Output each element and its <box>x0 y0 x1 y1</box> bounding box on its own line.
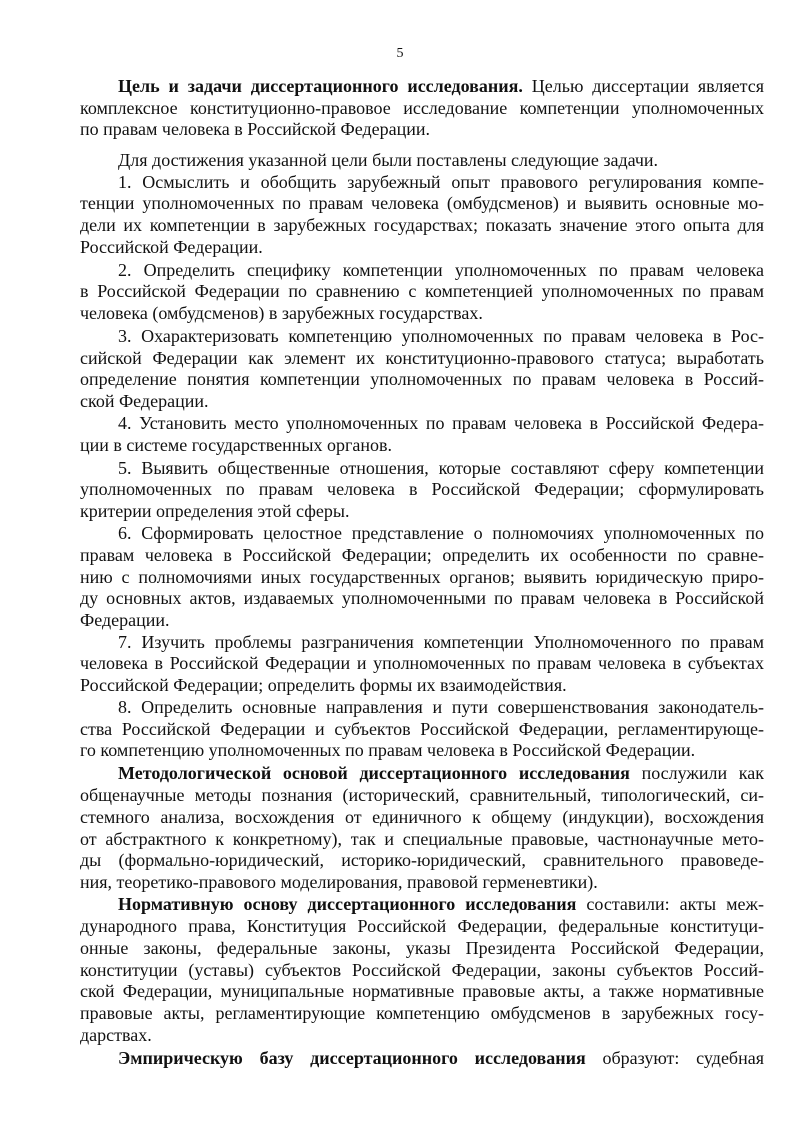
text-line <box>118 412 764 434</box>
line-text: дународного права, Конституция Российской Федерации, федеральные конституци- <box>80 916 764 936</box>
line-text: человека (омбудсменов) в зарубежных государствах. <box>80 303 483 323</box>
line-text: 3. Охарактеризовать компетенцию уполномоченных по правам человека в Рос- <box>118 326 764 346</box>
text-line <box>80 871 764 893</box>
text-line <box>80 566 764 588</box>
text-line <box>80 1002 764 1024</box>
line-text: дарствах. <box>80 1025 152 1045</box>
line-text: Федерации. <box>80 610 170 630</box>
text-line <box>80 718 764 740</box>
text-line <box>80 652 764 674</box>
line-text: ции в системе государственных органов. <box>80 435 392 455</box>
bold-heading: Нормативную основу диссертационного исследования <box>118 894 577 914</box>
text-line <box>118 893 764 915</box>
text-line <box>80 214 764 236</box>
line-text: 1. Осмыслить и обобщить зарубежный опыт правового регулирования компе- <box>118 172 764 192</box>
text-line <box>80 434 764 456</box>
line-text: 7. Изучить проблемы разграничения компетенции Уполномоченного по правам <box>118 632 764 652</box>
line-text: 2. Определить специфику компетенции уполномоченных по правам человека <box>118 260 764 280</box>
line-text: определение понятия компетенции уполномоченных по правам человека в Россий- <box>80 369 764 389</box>
text-line <box>80 368 764 390</box>
text-line <box>80 544 764 566</box>
line-text: 6. Сформировать целостное представление о полномочиях уполномоченных по <box>118 523 764 543</box>
text-line <box>80 347 764 369</box>
text-line <box>80 806 764 828</box>
text-line <box>80 980 764 1002</box>
line-text: ния, теоретико-правового моделирования, правовой герменевтики). <box>80 872 598 892</box>
text-line <box>118 631 764 653</box>
line-text: послужили как <box>629 763 764 783</box>
line-text: от абстрактного к конкретному), так и специальные правовые, частнонаучные мето- <box>80 829 764 849</box>
line-text: человека в Российской Федерации и уполномоченных по правам человека в субъектах <box>80 653 764 673</box>
line-text: по правам человека в Российской Федерации. <box>80 119 430 139</box>
bold-heading: Методологической основой диссертационного исследования <box>118 763 630 783</box>
text-line <box>80 587 764 609</box>
line-text: Целью диссертации является <box>522 76 764 96</box>
text-line <box>80 192 764 214</box>
line-text: уполномоченных по правам человека в Российской Федерации; сформулировать <box>80 479 764 499</box>
line-text: ской Федерации. <box>80 391 209 411</box>
line-text: ду основных актов, издаваемых уполномоченными по правам человека в Российской <box>80 588 764 608</box>
line-text: комплексное конституционно-правовое исследование компетенции уполномоченных <box>80 98 764 118</box>
text-line <box>80 302 764 324</box>
line-text: 8. Определить основные направления и пути совершенствования законодатель- <box>118 697 764 717</box>
text-line <box>118 457 764 479</box>
line-text: 5. Выявить общественные отношения, которые составляют сферу компетенции <box>118 458 764 478</box>
text-line <box>80 609 764 631</box>
text-line <box>118 1047 764 1069</box>
line-text: в Российской Федерации по сравнению с компетенцией уполномоченных по правам <box>80 281 764 301</box>
text-line <box>80 280 764 302</box>
text-line <box>118 696 764 718</box>
line-text: образуют: судебная <box>585 1048 764 1068</box>
bold-heading: Эмпирическую базу диссертационного исследования <box>118 1048 586 1068</box>
line-text: составили: акты меж- <box>576 894 764 914</box>
text-line <box>118 171 764 193</box>
line-text: нию с полномочиями иных государственных органов; выявить юридическую приро- <box>80 567 764 587</box>
line-text: ства Российской Федерации и субъектов Российской Федерации, регламентирующе- <box>80 719 764 739</box>
text-line <box>118 762 764 784</box>
line-text: 4. Установить место уполномоченных по правам человека в Российской Федера- <box>118 413 764 433</box>
line-text: ской Федерации, муниципальные нормативные правовые акты, а также нормативные <box>80 981 764 1001</box>
text-line <box>80 915 764 937</box>
text-line <box>80 959 764 981</box>
text-line <box>80 849 764 871</box>
text-line <box>80 390 764 412</box>
text-line <box>80 784 764 806</box>
line-text: го компетенцию уполномоченных по правам человека в Российской Федерации. <box>80 740 696 760</box>
text-line <box>118 75 764 97</box>
text-line <box>118 325 764 347</box>
bold-heading: Цель и задачи диссертационного исследования. <box>118 76 523 96</box>
line-text: Для достижения указанной цели были поставлены следующие задачи. <box>118 150 659 170</box>
text-line <box>80 478 764 500</box>
line-text: онные законы, федеральные законы, указы Президента Российской Федерации, <box>80 938 764 958</box>
text-line <box>80 500 764 522</box>
line-text: сийской Федерации как элемент их конституционно-правового статуса; выработать <box>80 348 764 368</box>
text-line <box>80 739 764 761</box>
text-line <box>118 259 764 281</box>
line-text: Российской Федерации; определить формы их взаимодействия. <box>80 675 567 695</box>
line-text: правам человека в Российской Федерации; определить их особенности по сравне- <box>80 545 764 565</box>
line-text: общенаучные методы познания (исторический, сравнительный, типологический, си- <box>80 785 764 805</box>
line-text: ды (формально-юридический, историко-юридический, сравнительного правоведе- <box>80 850 764 870</box>
line-text: дели их компетенции в зарубежных государствах; показать значение этого опыта для <box>80 215 764 235</box>
line-text: тенции уполномоченных по правам человека (омбудсменов) и выявить основные мо- <box>80 193 764 213</box>
line-text: правовые акты, регламентирующие компетенцию омбудсменов в зарубежных госу- <box>80 1003 764 1023</box>
line-text: Российской Федерации. <box>80 237 263 257</box>
text-line <box>80 674 764 696</box>
text-line <box>80 118 764 140</box>
text-line <box>80 97 764 119</box>
text-line <box>80 236 764 258</box>
line-text: конституции (уставы) субъектов Российской Федерации, законы субъектов Россий- <box>80 960 764 980</box>
line-text: стемного анализа, восхождения от единичного к общему (индукции), восхождения <box>80 807 764 827</box>
text-line <box>80 1024 764 1046</box>
text-line <box>118 149 764 171</box>
line-text: критерии определения этой сферы. <box>80 501 350 521</box>
text-line <box>80 828 764 850</box>
text-line <box>80 937 764 959</box>
page-number: 5 <box>396 46 404 61</box>
text-line <box>118 522 764 544</box>
